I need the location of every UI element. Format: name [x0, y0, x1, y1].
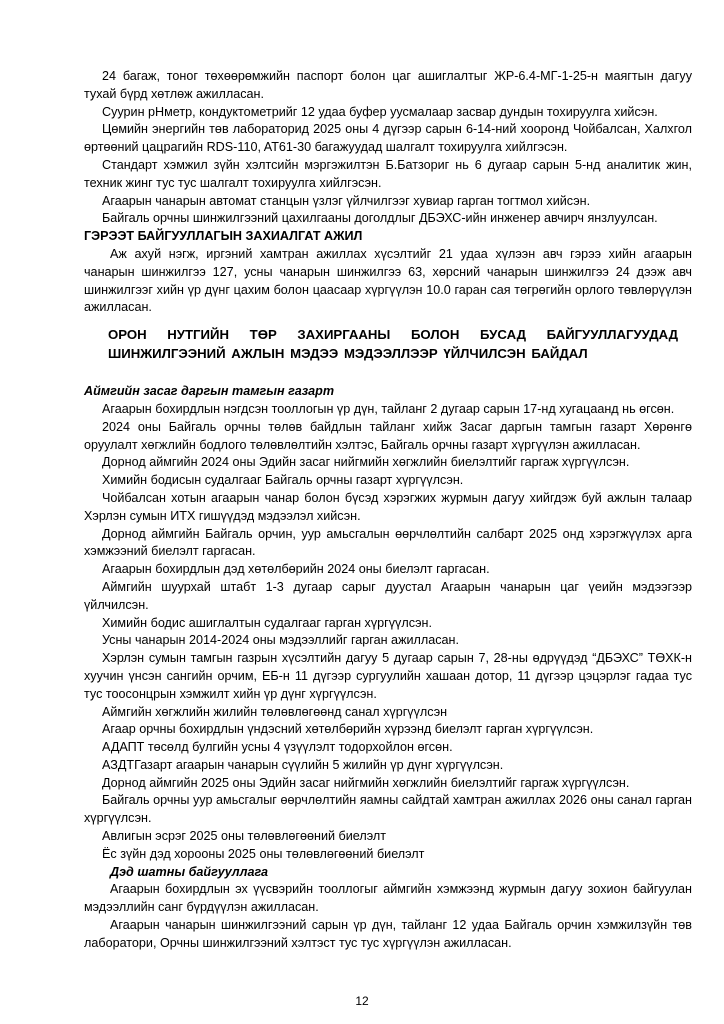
paragraph: Аж ахуй нэгж, иргэний хамтран ажиллах хүсэлтийг 21 удаа хүлээн авч гэрээ хийн агаарын чанарын шинжилгээ 127, усны чанарын шинжилгээ 63, хөрсний чанарын шинжилгээ 24 дээж авч шинжилгээг хийн үр дүнг цахим болон цаасаар хүргүүлэн 10.0 гаран сая төгрөгийн орлого төвлөрүүлэн ажилласан. — [84, 246, 692, 315]
section-heading-centered: ОРОН НУТГИЙН ТӨР ЗАХИРГААНЫ БОЛОН БУСАД БАЙГУУЛЛАГУУДАД ШИНЖИЛГЭЭНИЙ АЖЛЫН МЭДЭЭ МЭДЭЭЛЛЭЭР ҮЙЛЧИЛСЭН БАЙДАЛ — [108, 327, 678, 361]
spacer — [84, 317, 692, 326]
paragraph: Химийн бодисын судалгааг Байгаль орчны газарт хүргүүлсэн. — [102, 473, 464, 488]
paragraph: Чойбалсан хотын агаарын чанар болон бүсэд хэрэгжих журмын дагуу хийгдэж буй ажлын талаар Хэрлэн сумын ИТХ гишүүдэд мэдээлэл хийсэн. — [84, 490, 692, 523]
paragraph: Химийн бодис ашиглалтын судалгааг гарган хүргүүлсэн. — [102, 615, 433, 630]
paragraph: Агаарын бохирдлын нэгдсэн тооллогын үр дүн, тайланг 2 дугаар сарын 17-нд хугацаанд нь өгсөн. — [102, 401, 675, 416]
paragraph: Агаарын чанарын автомат станцын үзлэг үйлчилгээг хувиар гарган тогтмол хийсэн. — [102, 193, 591, 208]
paragraph: 24 багаж, тоног төхөөрөмжийн паспорт болон цаг ашиглалтыг ЖР-6.4-МГ-1-25-н маягтын дагуу тухай бүрд хөтлөж ажилласан. — [84, 69, 692, 101]
paragraph: Агаарын бохирдлын эх үүсвэрийн тооллогыг аймгийн хэмжээнд журмын дагуу зохион байгуулан мэдээллийн санг бүрдүүлэн ажилласан. — [84, 882, 692, 915]
paragraph: Стандарт хэмжил зүйн хэлтсийн мэргэжилтэн Б.Батзориг нь 6 дугаар сарын 5-нд аналитик жин, техник жинг тус тус шалгалт тохируулга хийлгэсэн. — [84, 157, 692, 190]
paragraph: Авлигын эсрэг 2025 оны төлөвлөгөөний биелэлт — [102, 829, 387, 844]
section-heading: ГЭРЭЭТ БАЙГУУЛЛАГЫН ЗАХИАЛГАТ АЖИЛ — [84, 229, 363, 244]
paragraph: Усны чанарын 2014-2024 оны мэдээллийг гарган ажилласан. — [102, 633, 459, 648]
subsection-heading: Аймгийн засаг даргын тамгын газарт — [84, 384, 335, 399]
paragraph: Байгаль орчны уур амьсгалыг өөрчлөлтийн яамны сайдтай хамтран ажиллах 2026 оны санал гарган хүргүүлсэн. — [84, 793, 692, 826]
paragraph: АЗДТГазарт агаарын чанарын сүүлийн 5 жилийн үр дүнг хүргүүлсэн. — [102, 757, 504, 772]
paragraph: Агаарын бохирдлын дэд хөтөлбөрийн 2024 оны биелэлт гаргасан. — [102, 562, 490, 577]
paragraph: Агаарын чанарын шинжилгээний сарын үр дүн, тайланг 12 удаа Байгаль орчин хэмжилзүйн төв лаборатори, Орчны шинжилгээний хэлтэст тус тус хүргүүлэн ажилласан. — [84, 918, 692, 950]
page-number: 12 — [355, 994, 369, 1008]
paragraph: 2024 оны Байгаль орчны төлөв байдлын тайланг хийж Засаг даргын тамгын газарт Хөрөнгө оруулалт хөгжлийн бодлого төлөвлөлтийн хэлтэс, Байгаль орчны газарт хүргүүлэн ажилласан. — [84, 419, 692, 452]
spacer — [84, 363, 692, 383]
paragraph: Агаар орчны бохирдлын үндэсний хөтөлбөрийн хүрээнд биелэлт гарган хүргүүлсэн. — [102, 722, 594, 737]
paragraph: Ёс зүйн дэд хорооны 2025 оны төлөвлөгөөний биелэлт — [102, 846, 425, 861]
document-body — [84, 68, 692, 953]
paragraph: Дорнод аймгийн Байгаль орчин, уур амьсгалын өөрчлөлтийн салбарт 2025 онд хэрэгжүүлэх арга хэмжээний биелэлт гаргасан. — [84, 526, 692, 559]
paragraph: Хэрлэн сумын тамгын газрын хүсэлтийн дагуу 5 дугаар сарын 7, 28-ны өдрүүдэд “ДБЭХС” ТӨХК-н хуучин үнсэн сангийн орчим, ЕБ-н 11 дүгээр сургуулийн хашаан дотор, 11 дүгээр цэцэрлэг гадаа тус тус тоосонцрын хэмжилт хийн үр дүнг хүргүүлсэн. — [84, 651, 692, 701]
paragraph: Дорнод аймгийн 2024 оны Эдийн засаг нийгмийн хөгжлийн биелэлтийг гаргаж хүргүүлсэн. — [102, 455, 630, 470]
paragraph: Аймгийн хөгжлийн жилийн төлөвлөгөөнд санал хүргүүлсэн — [102, 704, 448, 719]
paragraph: Суурин рНметр, кондуктометрийг 12 удаа буфер уусмалаар засвар дундын тохируулга хийсэн. — [102, 104, 658, 119]
paragraph: Дорнод аймгийн 2025 оны Эдийн засаг нийгмийн хөгжлийн биелэлтийг гаргаж хүргүүлсэн. — [102, 775, 630, 790]
paragraph: Цөмийн энергийн төв лабораторид 2025 оны 4 дүгээр сарын 6-14-ний хооронд Чойбалсан, Халхгол өртөөний цацрагийн RDS-110, AT61-30 багажуудад шалгалт тохируулга хийлгэсэн. — [84, 122, 692, 155]
paragraph: АДАПТ төсөлд булгийн усны 4 үзүүлэлт тодорхойлон өгсөн. — [102, 740, 453, 755]
paragraph: Аймгийн шуурхай штабт 1-3 дугаар сарыг дуустал Агаарын чанарын цаг үеийн мэдээгээр үйлчилсэн. — [84, 579, 692, 612]
subsection-heading: Дэд шатны байгууллага — [110, 864, 269, 879]
paragraph: Байгаль орчны шинжилгээний цахилгааны доголдлыг ДБЭХС-ийн инженер авчирч янзлуулсан. — [102, 211, 658, 226]
